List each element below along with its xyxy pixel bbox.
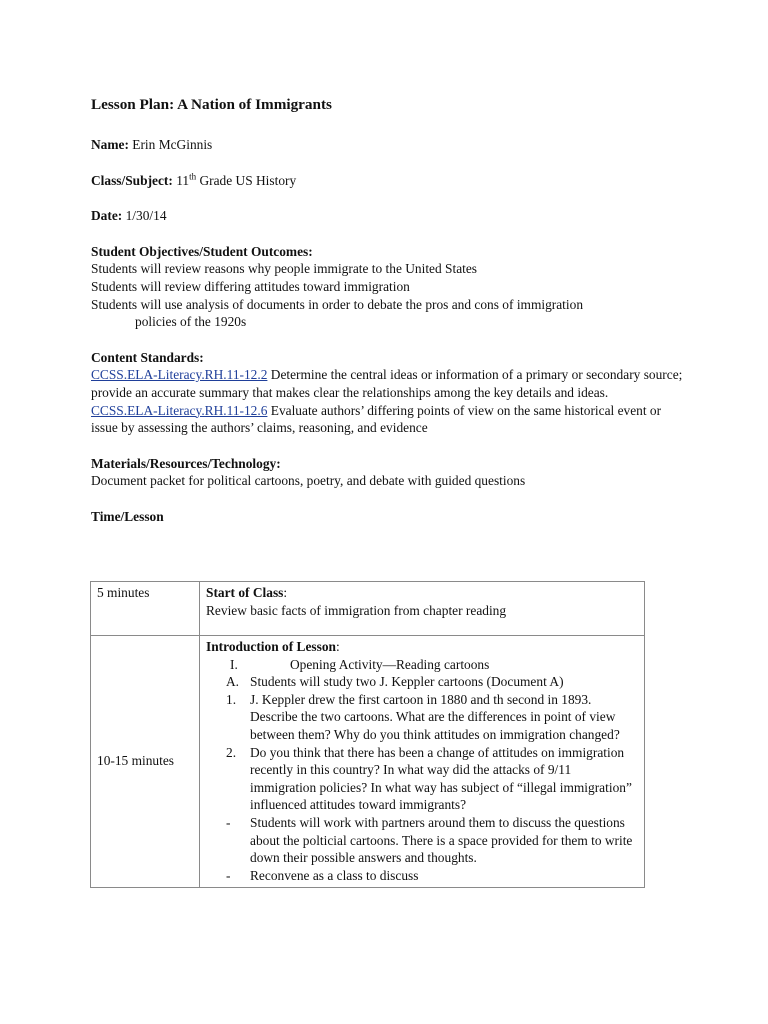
- objectives-heading: Student Objectives/Student Outcomes:: [91, 243, 313, 259]
- list-text: Do you think that there has been a change of attitudes on immigration recently in this country? In what way did the attacks of 9/11 immigration policies? In what way has subject of “illegal immigration” influenced attitudes toward immigrants?: [250, 744, 632, 813]
- cell-heading: Introduction of Lesson: [206, 639, 336, 654]
- list-item: [206, 867, 638, 885]
- list-item: [206, 656, 638, 674]
- objective-item: Students will use analysis of documents in order to debate the pros and cons of immigration: [91, 296, 584, 312]
- class-subject-label: Class/Subject:: [91, 172, 173, 188]
- objective-item: Students will review differing attitudes toward immigration: [91, 278, 410, 294]
- cell-heading-colon: :: [335, 639, 340, 654]
- lesson-cell: [200, 636, 645, 888]
- list-marker: 1.: [226, 691, 237, 707]
- time-lesson-heading: Time/Lesson: [91, 508, 164, 524]
- document-title: Lesson Plan: A Nation of Immigrants: [91, 96, 332, 113]
- time-cell: 5 minutes: [91, 582, 200, 636]
- list-item: [206, 814, 638, 867]
- list-text: Opening Activity—Reading cartoons: [290, 656, 490, 672]
- standard-text: Determine the central ideas or information of a primary or secondary source; provide an accurate summary that makes clear the relationships among the key details and ideas.: [91, 367, 683, 400]
- standard-link[interactable]: CCSS.ELA-Literacy.RH.11-12.6: [91, 402, 268, 418]
- grade-suffix: th: [189, 171, 197, 182]
- time-cell: 10-15 minutes: [91, 636, 200, 888]
- list-marker: 2.: [226, 744, 237, 760]
- grade-subject: Grade US History: [196, 172, 297, 188]
- time-lesson-section: [91, 508, 691, 526]
- list-text: J. Keppler drew the first cartoon in 1880 and th second in 1893. Describe the two cartoons. What are the differences in point of view between them? Why do you think attitudes on immigration changed?: [250, 691, 620, 742]
- objective-item: Students will review reasons why people immigrate to the United States: [91, 261, 478, 277]
- table-row: [91, 636, 645, 888]
- list-marker: A.: [226, 674, 240, 690]
- lesson-cell: [200, 582, 645, 636]
- cell-heading: Start of Class: [206, 585, 284, 600]
- list-item: [206, 673, 638, 691]
- cell-heading-colon: :: [283, 585, 288, 600]
- name-field: [91, 136, 691, 154]
- standards-heading: Content Standards:: [91, 349, 204, 365]
- list-marker: -: [226, 814, 231, 830]
- date-value: 1/30/14: [125, 208, 167, 224]
- materials-text: Document packet for political cartoons, poetry, and debate with guided questions: [91, 473, 526, 489]
- list-item: [206, 691, 638, 744]
- standard-text: Evaluate authors’ differing points of view on the same historical event or issue by assessing the authors’ claims, reasoning, and evidence: [91, 402, 662, 436]
- list-marker: -: [226, 867, 231, 883]
- objectives-section: [91, 243, 691, 331]
- standards-section: [91, 349, 691, 437]
- standard-item: [91, 366, 691, 401]
- date-field: [91, 207, 691, 225]
- objective-continuation: policies of the 1920s: [135, 314, 247, 330]
- list-text: Students will study two J. Keppler cartoons (Document A): [250, 674, 564, 690]
- name-value: Erin McGinnis: [132, 137, 213, 152]
- grade-number: 11: [176, 172, 190, 188]
- lesson-plan-document: [91, 95, 691, 544]
- list-item: [206, 744, 638, 814]
- name-label: Name:: [91, 137, 129, 152]
- schedule-table: [90, 581, 645, 888]
- standard-link[interactable]: CCSS.ELA-Literacy.RH.11-12.2: [91, 367, 268, 383]
- list-text: Reconvene as a class to discuss: [250, 867, 419, 883]
- materials-section: [91, 455, 691, 490]
- cell-body: Review basic facts of immigration from chapter reading: [206, 602, 507, 618]
- materials-heading: Materials/Resources/Technology:: [91, 455, 281, 471]
- list-text: Students will work with partners around them to discuss the questions about the polticial cartoons. There is a space provided for them to write down their possible answers and thoughts.: [250, 814, 633, 866]
- class-subject-field: [91, 172, 691, 190]
- table-row: [91, 582, 645, 636]
- list-marker: I.: [230, 656, 238, 672]
- standard-item: [91, 402, 691, 437]
- class-subject-value: [176, 173, 296, 188]
- date-label: Date:: [91, 208, 123, 224]
